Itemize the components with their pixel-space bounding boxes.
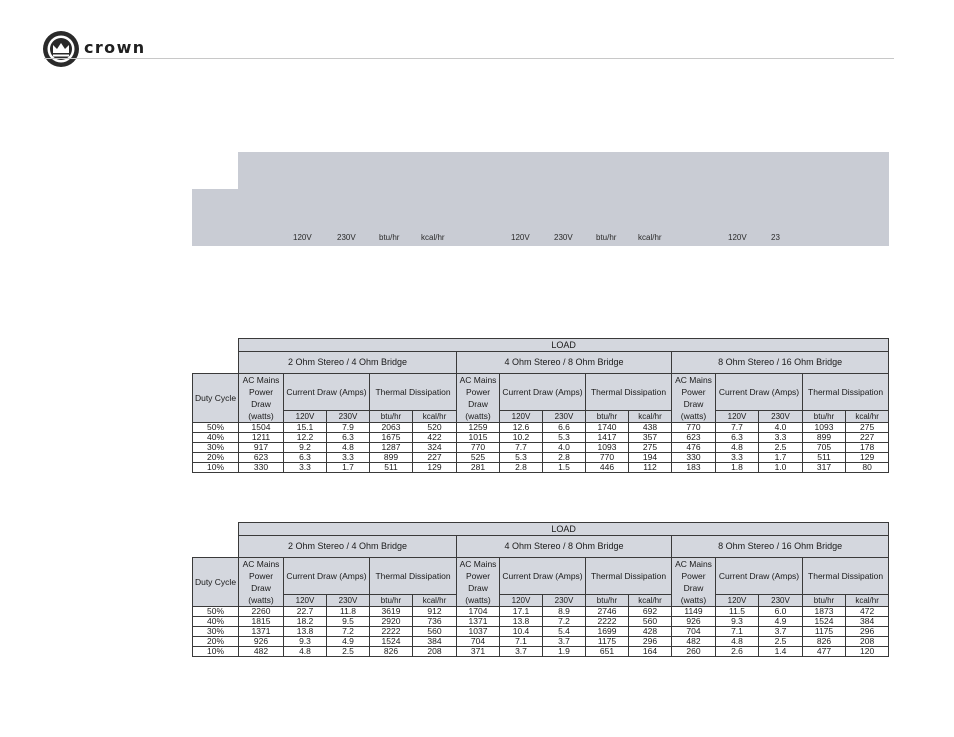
group-header: 4 Ohm Stereo / 8 Ohm Bridge <box>457 352 672 374</box>
placeholder-subheader: btu/hr <box>596 233 617 242</box>
data-cell: 2.5 <box>759 443 803 453</box>
data-cell: 324 <box>413 443 457 453</box>
data-cell: 482 <box>672 637 716 647</box>
data-cell: 4.0 <box>543 443 586 453</box>
data-cell: 3619 <box>370 607 413 617</box>
data-cell: 560 <box>413 627 457 637</box>
group-header: 2 Ohm Stereo / 4 Ohm Bridge <box>239 352 457 374</box>
data-cell: 2260 <box>239 607 284 617</box>
data-cell: 1.5 <box>543 463 586 473</box>
data-cell: 3.3 <box>327 453 370 463</box>
mains-draw-header: AC Mains Power Draw (watts) <box>672 558 716 607</box>
table-row <box>193 647 889 657</box>
placeholder-subheader: 120V <box>293 233 312 242</box>
data-cell: 4.9 <box>327 637 370 647</box>
thermal-header: Thermal Dissipation <box>803 558 889 595</box>
data-cell: 227 <box>846 433 889 443</box>
data-cell: 384 <box>846 617 889 627</box>
data-cell: 7.1 <box>500 637 543 647</box>
duty-cycle-cell: 50% <box>193 423 239 433</box>
data-cell: 525 <box>457 453 500 463</box>
data-cell: 623 <box>672 433 716 443</box>
data-cell: 317 <box>803 463 846 473</box>
data-cell: 1699 <box>586 627 629 637</box>
volt-230-header: 230V <box>327 595 370 607</box>
load-header: LOAD <box>239 523 889 536</box>
data-cell: 1015 <box>457 433 500 443</box>
placeholder-block-top <box>238 152 889 189</box>
duty-cycle-cell: 20% <box>193 637 239 647</box>
thermal-header: Thermal Dissipation <box>586 558 672 595</box>
table-row <box>193 443 889 453</box>
data-cell: 208 <box>846 637 889 647</box>
volt-120-header: 120V <box>284 411 327 423</box>
duty-cycle-cell: 30% <box>193 627 239 637</box>
volt-230-header: 230V <box>759 595 803 607</box>
brand-wordmark: crown <box>84 38 146 57</box>
crown-logo-icon <box>42 30 80 68</box>
duty-cycle-header: Duty Cycle <box>193 558 239 607</box>
data-cell: 11.8 <box>327 607 370 617</box>
data-cell: 6.6 <box>543 423 586 433</box>
table-row <box>193 463 889 473</box>
placeholder-subheader: kcal/hr <box>638 233 662 242</box>
data-cell: 899 <box>803 433 846 443</box>
data-cell: 826 <box>370 647 413 657</box>
data-cell: 4.8 <box>327 443 370 453</box>
mains-draw-header: AC Mains Power Draw (watts) <box>239 374 284 423</box>
current-draw-header: Current Draw (Amps) <box>500 558 586 595</box>
data-cell: 736 <box>413 617 457 627</box>
data-cell: 692 <box>629 607 672 617</box>
data-cell: 3.3 <box>284 463 327 473</box>
data-cell: 826 <box>803 637 846 647</box>
mains-draw-header: AC Mains Power Draw (watts) <box>457 558 500 607</box>
duty-cycle-cell: 20% <box>193 453 239 463</box>
data-cell: 476 <box>672 443 716 453</box>
data-cell: 926 <box>672 617 716 627</box>
data-cell: 770 <box>672 423 716 433</box>
data-cell: 129 <box>846 453 889 463</box>
thermal-header: Thermal Dissipation <box>586 374 672 411</box>
data-cell: 275 <box>629 443 672 453</box>
duty-cycle-header: Duty Cycle <box>193 374 239 423</box>
data-cell: 7.2 <box>327 627 370 637</box>
volt-120-header: 120V <box>284 595 327 607</box>
kcal-header: kcal/hr <box>629 595 672 607</box>
volt-120-header: 120V <box>500 595 543 607</box>
table-row <box>193 423 889 433</box>
data-cell: 705 <box>803 443 846 453</box>
data-cell: 11.5 <box>716 607 759 617</box>
data-cell: 1175 <box>803 627 846 637</box>
placeholder-subheader: 120V <box>728 233 747 242</box>
data-cell: 120 <box>846 647 889 657</box>
data-cell: 3.7 <box>500 647 543 657</box>
data-cell: 296 <box>846 627 889 637</box>
data-cell: 15.1 <box>284 423 327 433</box>
duty-cycle-cell: 10% <box>193 647 239 657</box>
data-cell: 917 <box>239 443 284 453</box>
kcal-header: kcal/hr <box>413 595 457 607</box>
data-cell: 6.3 <box>284 453 327 463</box>
data-cell: 2.5 <box>327 647 370 657</box>
data-cell: 9.3 <box>284 637 327 647</box>
data-cell: 2.6 <box>716 647 759 657</box>
data-cell: 13.8 <box>500 617 543 627</box>
data-cell: 899 <box>370 453 413 463</box>
data-cell: 477 <box>803 647 846 657</box>
data-cell: 227 <box>413 453 457 463</box>
data-cell: 4.8 <box>716 443 759 453</box>
thermal-header: Thermal Dissipation <box>370 558 457 595</box>
table-row <box>193 453 889 463</box>
volt-230-header: 230V <box>543 595 586 607</box>
kcal-header: kcal/hr <box>846 595 889 607</box>
data-cell: 4.0 <box>759 423 803 433</box>
data-cell: 8.9 <box>543 607 586 617</box>
power-draw-table-2 <box>192 522 889 657</box>
mains-draw-header: AC Mains Power Draw (watts) <box>239 558 284 607</box>
placeholder-subheader: kcal/hr <box>421 233 445 242</box>
data-cell: 1873 <box>803 607 846 617</box>
data-cell: 178 <box>846 443 889 453</box>
kcal-header: kcal/hr <box>413 411 457 423</box>
data-cell: 560 <box>629 617 672 627</box>
btu-header: btu/hr <box>586 595 629 607</box>
data-cell: 1675 <box>370 433 413 443</box>
data-cell: 623 <box>239 453 284 463</box>
data-cell: 472 <box>846 607 889 617</box>
btu-header: btu/hr <box>370 411 413 423</box>
data-cell: 112 <box>629 463 672 473</box>
data-cell: 7.2 <box>543 617 586 627</box>
placeholder-subheader: 230V <box>337 233 356 242</box>
placeholder-subheader: 23 <box>771 233 780 242</box>
group-header: 8 Ohm Stereo / 16 Ohm Bridge <box>672 352 889 374</box>
data-cell: 80 <box>846 463 889 473</box>
data-cell: 7.7 <box>716 423 759 433</box>
current-draw-header: Current Draw (Amps) <box>500 374 586 411</box>
volt-120-header: 120V <box>716 411 759 423</box>
table-row <box>193 617 889 627</box>
table-row <box>193 627 889 637</box>
volt-120-header: 120V <box>500 411 543 423</box>
placeholder-subheader: 230V <box>554 233 573 242</box>
data-cell: 9.2 <box>284 443 327 453</box>
data-cell: 7.7 <box>500 443 543 453</box>
data-cell: 10.2 <box>500 433 543 443</box>
data-cell: 770 <box>586 453 629 463</box>
data-cell: 704 <box>672 627 716 637</box>
data-cell: 1815 <box>239 617 284 627</box>
data-cell: 2920 <box>370 617 413 627</box>
current-draw-header: Current Draw (Amps) <box>284 558 370 595</box>
data-cell: 7.9 <box>327 423 370 433</box>
data-cell: 208 <box>413 647 457 657</box>
data-cell: 18.2 <box>284 617 327 627</box>
data-cell: 2063 <box>370 423 413 433</box>
data-cell: 17.1 <box>500 607 543 617</box>
data-cell: 9.5 <box>327 617 370 627</box>
duty-cycle-cell: 30% <box>193 443 239 453</box>
data-cell: 2.8 <box>500 463 543 473</box>
data-cell: 164 <box>629 647 672 657</box>
data-cell: 371 <box>457 647 500 657</box>
data-cell: 1.0 <box>759 463 803 473</box>
data-cell: 330 <box>239 463 284 473</box>
data-cell: 926 <box>239 637 284 647</box>
data-cell: 260 <box>672 647 716 657</box>
data-cell: 1.4 <box>759 647 803 657</box>
duty-cycle-cell: 50% <box>193 607 239 617</box>
data-cell: 13.8 <box>284 627 327 637</box>
data-cell: 4.9 <box>759 617 803 627</box>
data-cell: 1093 <box>803 423 846 433</box>
volt-230-header: 230V <box>327 411 370 423</box>
data-cell: 5.4 <box>543 627 586 637</box>
data-cell: 2222 <box>586 617 629 627</box>
duty-cycle-cell: 40% <box>193 617 239 627</box>
data-cell: 4.8 <box>716 637 759 647</box>
data-cell: 511 <box>370 463 413 473</box>
data-cell: 438 <box>629 423 672 433</box>
data-cell: 1504 <box>239 423 284 433</box>
data-cell: 296 <box>629 637 672 647</box>
table-body <box>193 607 889 657</box>
data-cell: 2.5 <box>759 637 803 647</box>
data-cell: 5.3 <box>543 433 586 443</box>
data-cell: 2.8 <box>543 453 586 463</box>
data-cell: 5.3 <box>500 453 543 463</box>
data-cell: 275 <box>846 423 889 433</box>
data-cell: 6.3 <box>716 433 759 443</box>
data-cell: 1287 <box>370 443 413 453</box>
data-cell: 1740 <box>586 423 629 433</box>
data-cell: 6.3 <box>327 433 370 443</box>
duty-cycle-cell: 10% <box>193 463 239 473</box>
data-cell: 384 <box>413 637 457 647</box>
current-draw-header: Current Draw (Amps) <box>716 374 803 411</box>
data-cell: 7.1 <box>716 627 759 637</box>
data-cell: 1524 <box>370 637 413 647</box>
data-cell: 6.0 <box>759 607 803 617</box>
data-cell: 194 <box>629 453 672 463</box>
data-cell: 1371 <box>239 627 284 637</box>
table-row <box>193 433 889 443</box>
data-cell: 3.7 <box>759 627 803 637</box>
btu-header: btu/hr <box>803 595 846 607</box>
group-header: 2 Ohm Stereo / 4 Ohm Bridge <box>239 536 457 558</box>
btu-header: btu/hr <box>370 595 413 607</box>
data-cell: 1211 <box>239 433 284 443</box>
group-header: 4 Ohm Stereo / 8 Ohm Bridge <box>457 536 672 558</box>
thermal-header: Thermal Dissipation <box>803 374 889 411</box>
data-cell: 1371 <box>457 617 500 627</box>
data-cell: 520 <box>413 423 457 433</box>
btu-header: btu/hr <box>803 411 846 423</box>
data-cell: 4.8 <box>284 647 327 657</box>
current-draw-header: Current Draw (Amps) <box>284 374 370 411</box>
current-draw-header: Current Draw (Amps) <box>716 558 803 595</box>
data-cell: 12.2 <box>284 433 327 443</box>
placeholder-subheader: btu/hr <box>379 233 400 242</box>
data-cell: 1149 <box>672 607 716 617</box>
data-cell: 1.7 <box>759 453 803 463</box>
data-cell: 1093 <box>586 443 629 453</box>
data-cell: 3.3 <box>759 433 803 443</box>
data-cell: 482 <box>239 647 284 657</box>
data-cell: 10.4 <box>500 627 543 637</box>
volt-230-header: 230V <box>759 411 803 423</box>
data-cell: 281 <box>457 463 500 473</box>
data-cell: 12.6 <box>500 423 543 433</box>
data-cell: 1704 <box>457 607 500 617</box>
data-cell: 446 <box>586 463 629 473</box>
data-cell: 1259 <box>457 423 500 433</box>
volt-230-header: 230V <box>543 411 586 423</box>
data-cell: 22.7 <box>284 607 327 617</box>
kcal-header: kcal/hr <box>846 411 889 423</box>
duty-cycle-cell: 40% <box>193 433 239 443</box>
thermal-header: Thermal Dissipation <box>370 374 457 411</box>
data-cell: 3.3 <box>716 453 759 463</box>
volt-120-header: 120V <box>716 595 759 607</box>
data-cell: 511 <box>803 453 846 463</box>
data-cell: 330 <box>672 453 716 463</box>
data-cell: 9.3 <box>716 617 759 627</box>
header-divider <box>44 58 894 59</box>
kcal-header: kcal/hr <box>629 411 672 423</box>
load-header: LOAD <box>239 339 889 352</box>
data-cell: 1.9 <box>543 647 586 657</box>
data-cell: 183 <box>672 463 716 473</box>
data-cell: 129 <box>413 463 457 473</box>
data-cell: 1524 <box>803 617 846 627</box>
data-cell: 2746 <box>586 607 629 617</box>
data-cell: 422 <box>413 433 457 443</box>
table-row <box>193 637 889 647</box>
data-cell: 1.8 <box>716 463 759 473</box>
data-cell: 428 <box>629 627 672 637</box>
data-cell: 704 <box>457 637 500 647</box>
table-row <box>193 607 889 617</box>
data-cell: 1417 <box>586 433 629 443</box>
mains-draw-header: AC Mains Power Draw (watts) <box>672 374 716 423</box>
data-cell: 1037 <box>457 627 500 637</box>
data-cell: 651 <box>586 647 629 657</box>
power-draw-table-1 <box>192 338 889 473</box>
mains-draw-header: AC Mains Power Draw (watts) <box>457 374 500 423</box>
placeholder-subheader: 120V <box>511 233 530 242</box>
table-body <box>193 423 889 473</box>
group-header: 8 Ohm Stereo / 16 Ohm Bridge <box>672 536 889 558</box>
data-cell: 912 <box>413 607 457 617</box>
data-cell: 770 <box>457 443 500 453</box>
data-cell: 3.7 <box>543 637 586 647</box>
data-cell: 2222 <box>370 627 413 637</box>
data-cell: 1175 <box>586 637 629 647</box>
btu-header: btu/hr <box>586 411 629 423</box>
data-cell: 357 <box>629 433 672 443</box>
data-cell: 1.7 <box>327 463 370 473</box>
